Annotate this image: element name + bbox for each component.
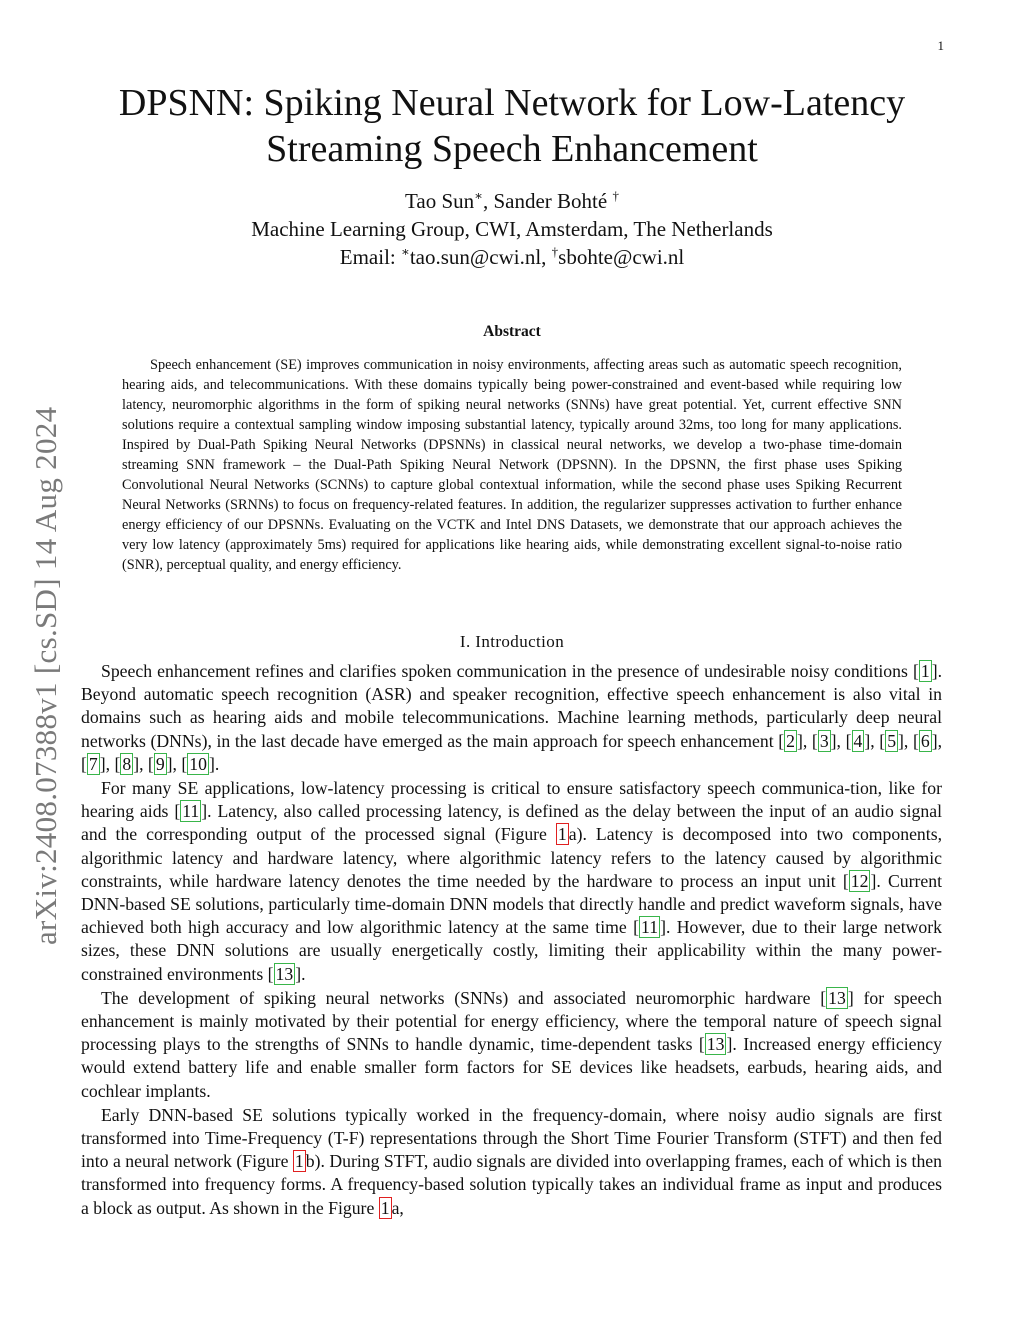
citation-link[interactable]: 3 [819, 730, 829, 751]
citation-link[interactable]: 13 [275, 963, 294, 984]
citation-link[interactable]: 2 [786, 730, 795, 751]
text-run: ], [ [99, 753, 121, 774]
text-run: ], [ [898, 730, 919, 751]
text-run: ]. [208, 753, 220, 774]
text-run: The development of spiking neural networks (SNNs) and associated neuromorphic hardware [ [101, 987, 827, 1008]
affiliation: Machine Learning Group, CWI, Amsterdam, The Netherlands [251, 217, 773, 241]
text-run: b). During STFT, audio signals are divided into overlapping frames, each of which is then transformed into frequency forms. A frequency-based solution typically takes an individual frame as input and produces a block as output. As shown in the Figure [81, 1151, 942, 1218]
text-run: ]. [295, 963, 306, 984]
paragraph [81, 987, 942, 1103]
citation-link[interactable]: 7 [88, 753, 98, 774]
paragraph [81, 1104, 942, 1220]
citation-link[interactable]: 1 [920, 661, 930, 681]
citation-link[interactable]: 11 [641, 917, 659, 938]
abstract-text: Speech enhancement (SE) improves communication in noisy environments, affecting areas such as automatic speech recognition, hearing aids, and telecommunications. With these domains typically being power-constrained and event-based while requiring low latency, neuromorphic algorithms in the form of spiking neural networks (SNNs) have great potential. Yet, current effective SNN solutions require a contextual sampling window imposing substantial latency, typically around 32ms, too long for many applications. Inspired by Dual-Path Spiking Neural Networks (DPSNNs) in classical neural networks, we develop a two-phase time-domain streaming SNN framework – the Dual-Path Spiking Neural Network (DPSNN). In the DPSNN, the first phase uses Spiking Convolutional Neural Networks (SCNNs) to capture global contextual information, while the second phase uses Spiking Recurrent Neural Networks (SRNNs) to focus on frequency-related features. In addition, the regularizer suppresses activation to further enhance energy efficiency of our DPSNNs. Evaluating on the VCTK and Intel DNS Datasets, we demonstrate that our approach achieves the very low latency (approximately 5ms) required for applications like hearing aids, while demonstrating excellent signal-to-noise ratio (SNR), perceptual quality, and energy efficiency. [122, 357, 902, 573]
section-heading: I. Introduction [459, 632, 565, 651]
figure-link[interactable]: 1 [557, 824, 567, 845]
text-run: ], [ [166, 753, 188, 774]
author-name: Tao Sun [405, 189, 475, 213]
page-number: 1 [937, 38, 944, 53]
text-run: a, [391, 1197, 404, 1218]
citation-link[interactable]: 10 [189, 753, 207, 774]
email-address[interactable]: tao.sun@cwi.nl [409, 245, 542, 269]
email-footnote-mark: † [551, 244, 559, 259]
arxiv-identifier[interactable]: arXiv:2408.07388v1 [cs.SD] 14 Aug 2024 [28, 406, 63, 945]
text-run: a). Latency is decomposed into two components, algorithmic latency and hardware latency, where algorithmic latency refers to the latency caused by algorithmic constraints, while hardware latency denotes the time needed by the hardware to process an input unit [ [81, 824, 942, 891]
author-block [100, 187, 924, 271]
citation-link[interactable]: 4 [853, 730, 863, 751]
text-run: ]. Increased energy efficiency would extend battery life and enable smaller form factors for SE devices like headsets, earbuds, hearing aids, and cochlear implants. [81, 1034, 942, 1101]
citation-link[interactable]: 11 [182, 801, 200, 822]
text-run: ] for speech enhancement is mainly motivated by their potential for energy efficiency, where the temporal nature of speech signal processing plays to the strengths of SNNs to handle dynamic, time-dependent tasks [ [81, 987, 942, 1055]
title-line-1: DPSNN: Spiking Neural Network for Low-Latency [118, 82, 906, 124]
paragraph [81, 660, 942, 776]
text-run: Speech enhancement refines and clarifies spoken communication in the presence of undesirable noisy conditions [ [101, 661, 919, 681]
author-footnote-mark: † [612, 188, 619, 203]
email-line [100, 243, 924, 271]
abstract-heading: Abstract [483, 323, 541, 340]
text-run: ]. Beyond automatic speech recognition (ASR) and speaker recognition, effective speech enhancement is also vital in domains such as hearing aids and mobile telecommunications. Machine learning methods, particularly deep neural networks (DNNs), in the last decade have emerged as the main approach for speech enhancement [ [81, 661, 942, 751]
text-run: Early DNN-based SE solutions typically worked in the frequency-domain, where noisy audio signals are first transformed into Time-Frequency (T-F) representations through the Short Time Fourier Transform (STFT) and then fed into a neural network (Figure [81, 1104, 942, 1172]
text-run: For many SE applications, low-latency processing is critical to ensure satisfactory speech communica-tion, like for hearing aids [ [81, 778, 942, 822]
text-run: ], [ [796, 730, 818, 751]
author-name: Sander Bohté [493, 189, 608, 213]
citation-link[interactable]: 6 [920, 730, 930, 751]
citation-link[interactable]: 12 [850, 870, 869, 891]
text-run: ]. Latency, also called processing latency, is defined as the delay between the input of an audio signal and the corresponding output of the processed signal (Figure [81, 801, 942, 845]
text-run: ]. Current DNN-based SE solutions, particularly time-domain DNN models that directly handle and predict waveform signals, have achieved both high accuracy and low algorithmic latency at the same time [ [81, 870, 942, 938]
author-footnote-mark: ∗ [474, 188, 483, 203]
email-label: Email: [339, 245, 401, 269]
citation-link[interactable]: 8 [122, 753, 132, 774]
title-line-2: Streaming Speech Enhancement [266, 128, 758, 170]
email-footnote-mark: ∗ [401, 244, 410, 259]
text-run: ], [ [864, 730, 886, 751]
text-run: ], [ [81, 730, 943, 774]
text-run: ], [ [133, 753, 154, 774]
introduction-body [81, 660, 942, 1221]
citation-link[interactable]: 5 [887, 730, 897, 751]
citation-link[interactable]: 13 [828, 987, 846, 1008]
email-separator: , [541, 245, 552, 269]
figure-link[interactable]: 1 [380, 1197, 390, 1218]
figure-link[interactable]: 1 [294, 1151, 304, 1172]
paper-title [60, 80, 964, 172]
email-address[interactable]: sbohte@cwi.nl [558, 245, 685, 269]
author-separator: , [482, 189, 494, 213]
text-run: ]. However, due to their large network sizes, these DNN solutions are usually energetically costly, limiting their applicability within the many power-constrained environments [ [81, 917, 942, 984]
citation-link[interactable]: 13 [706, 1034, 725, 1055]
citation-link[interactable]: 9 [155, 753, 165, 774]
text-run: ], [ [830, 730, 852, 751]
author-line [100, 187, 924, 215]
paragraph [81, 777, 942, 986]
